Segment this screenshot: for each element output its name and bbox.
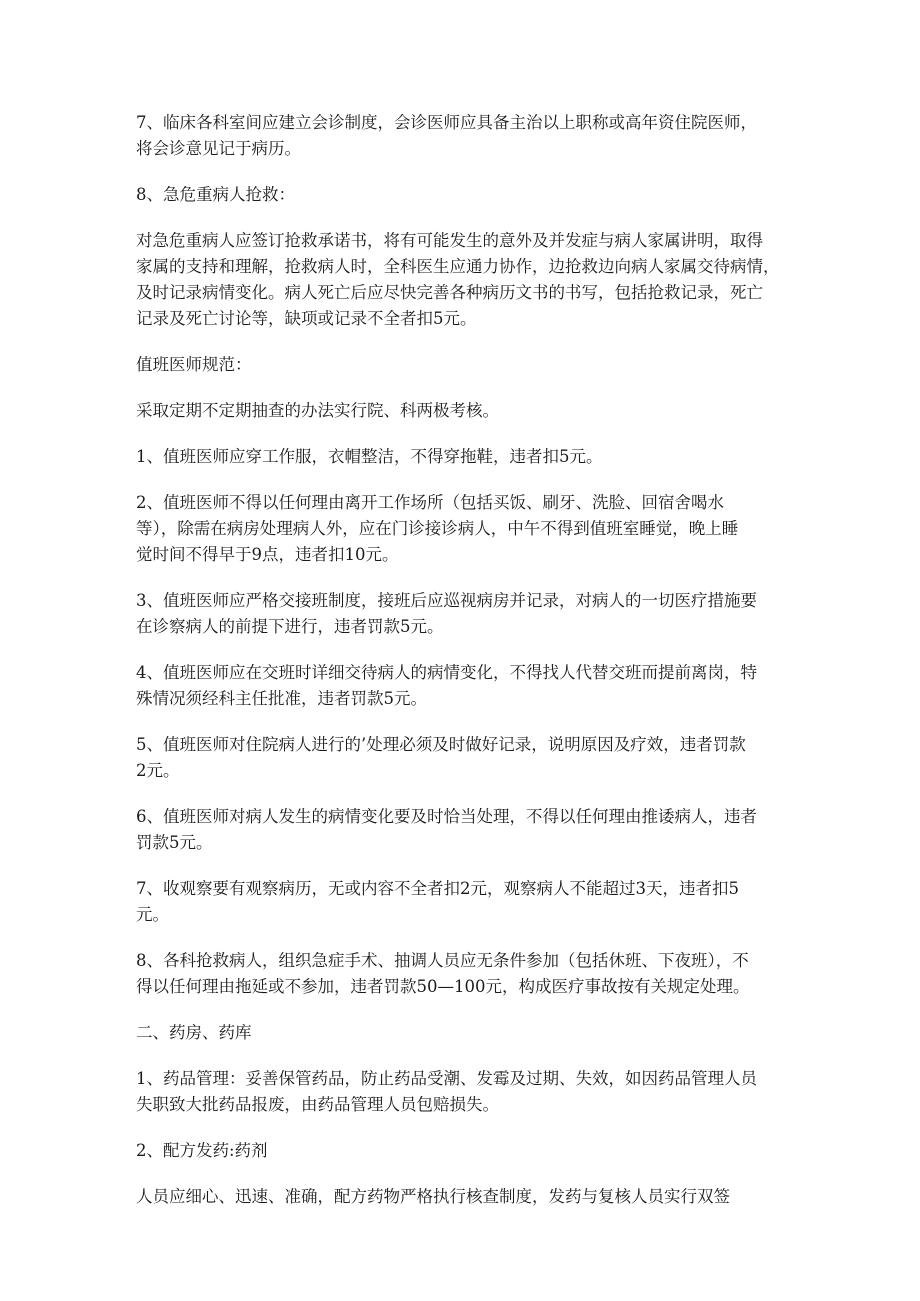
document-body bbox=[136, 110, 784, 1230]
list-item-duty-rule-7: 7、收观察要有观察病历，无或内容不全者扣2元，观察病人不能超过3天，违者扣5 元。 bbox=[136, 879, 739, 924]
list-item-duty-rule-6: 6、值班医师对病人发生的病情变化要及时恰当处理，不得以任何理由推诿病人，违者 罚款5元。 bbox=[136, 807, 757, 852]
list-item-duty-rule-8: 8、各科抢救病人，组织急症手术、抽调人员应无条件参加（包括休班、下夜班），不 得以任何理由拖延或不参加，违者罚款50—100元，构成医疗事故按有关规定处理。 bbox=[136, 951, 750, 996]
list-item-pharmacy-rule-2: 2、配方发药:药剂 bbox=[136, 1141, 268, 1160]
list-item-duty-rule-1: 1、值班医师应穿工作服，衣帽整洁，不得穿拖鞋，违者扣5元。 bbox=[136, 447, 603, 466]
paragraph-emergency-rescue-heading: 8、急危重病人抢救： bbox=[136, 185, 295, 204]
list-item-pharmacy-rule-1: 1、药品管理：妥善保管药品，防止药品受潮、发霉及过期、失效，如因药品管理人员 失职致大批药品报废，由药品管理人员包赔损失。 bbox=[136, 1069, 757, 1114]
section-heading-on-duty-doctor: 值班医师规范： bbox=[136, 355, 252, 374]
list-item-duty-rule-2: 2、值班医师不得以任何理由离开工作场所（包括买饭、刷牙、洗脸、回宿舍喝水 等），除需在病房处理病人外，应在门诊接诊病人，中午不得到值班室睡觉，晚上睡 觉时间不得早于9点，违者扣10元。 bbox=[136, 493, 739, 564]
paragraph-inspection-method: 采取定期不定期抽查的办法实行院、科两极考核。 bbox=[136, 401, 499, 420]
paragraph-pharmacy-continued: 人员应细心、迅速、准确，配方药物严格执行核查制度，发药与复核人员实行双签 bbox=[136, 1187, 730, 1206]
list-item-duty-rule-4: 4、值班医师应在交班时详细交待病人的病情变化，不得找人代替交班而提前离岗，特 殊情况须经科主任批准，违者罚款5元。 bbox=[136, 663, 757, 708]
list-item-duty-rule-3: 3、值班医师应严格交接班制度，接班后应巡视病房并记录，对病人的一切医疗措施要 在诊察病人的前提下进行，违者罚款5元。 bbox=[136, 591, 757, 636]
paragraph-consultation-system: 7、临床各科室间应建立会诊制度，会诊医师应具备主治以上职称或高年资住院医师， 将会诊意见记于病历。 bbox=[136, 113, 757, 158]
section-heading-pharmacy: 二、药房、药库 bbox=[136, 1023, 252, 1042]
list-item-duty-rule-5: 5、值班医师对住院病人进行的’处理必须及时做好记录，说明原因及疗效，违者罚款 2元。 bbox=[136, 735, 746, 780]
paragraph-emergency-rescue-rules: 对急危重病人应签订抢救承诺书，将有可能发生的意外及并发症与病人家属讲明，取得 家属的支持和理解，抢救病人时，全科医生应通力协作，边抢救边向病人家属交待病情， 及时记录病情变化。病人死亡后应尽快完善各种病历文书的书写，包括抢救记录，死亡 记录及死亡讨论等，缺项或记录不全者扣5元。 bbox=[136, 231, 780, 328]
